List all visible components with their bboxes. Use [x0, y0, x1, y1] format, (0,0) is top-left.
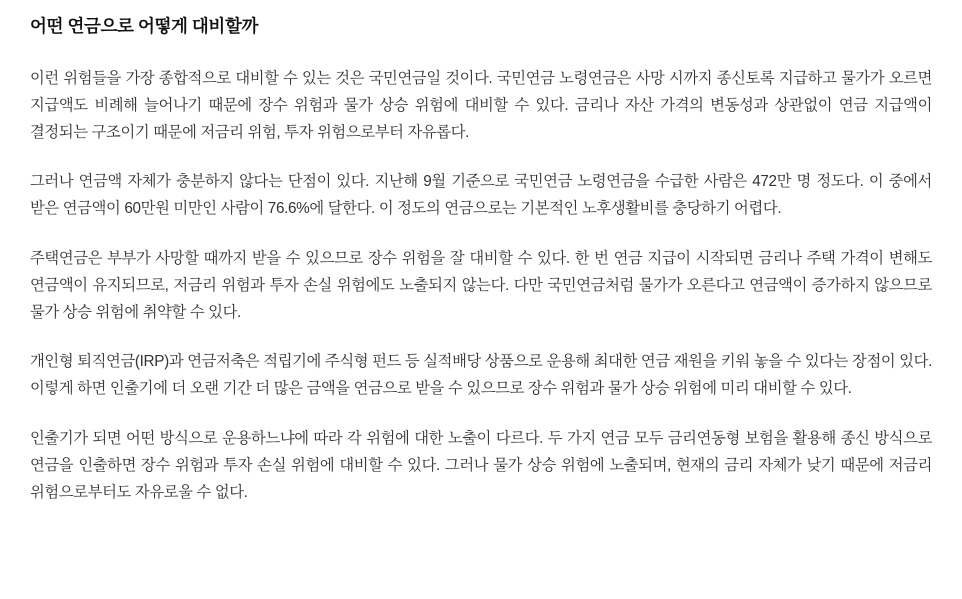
article-paragraph: 이런 위험들을 가장 종합적으로 대비할 수 있는 것은 국민연금일 것이다. 국민연금 노령연금은 사망 시까지 종신토록 지급하고 물가가 오르면 지급액도 비례해 늘어나기 때문에 장수 위험과 물가 상승 위험에 대비할 수 있다. 금리나 자산 가격의 변동성과 상관없이 연금 지급액이 결정되는 구조이기 때문에 저금리 위험, 투자 위험으로부터 자유롭다.: [30, 69, 932, 141]
page-title: 어떤 연금으로 어떻게 대비할까: [30, 16, 258, 36]
article-paragraph: 그러나 연금액 자체가 충분하지 않다는 단점이 있다. 지난해 9월 기준으로 국민연금 노령연금을 수급한 사람은 472만 명 정도다. 이 중에서 받은 연금액이 60만원 미만인 사람이 76.6%에 달한다. 이 정도의 연금으로는 기본적인 노후생활비를 충당하기 어렵다.: [30, 173, 932, 218]
article-body: [30, 65, 932, 507]
article-paragraph: 개인형 퇴직연금(IRP)과 연금저축은 적립기에 주식형 펀드 등 실적배당 상품으로 운용해 최대한 연금 재원을 키워 놓을 수 있다는 장점이 있다. 이렇게 하면 인출기에 더 오랜 기간 더 많은 금액을 연금으로 받을 수 있으므로 장수 위험과 물가 상승 위험에 미리 대비할 수 있다.: [30, 353, 932, 398]
article-paragraph: 인출기가 되면 어떤 방식으로 운용하느냐에 따라 각 위험에 대한 노출이 다르다. 두 가지 연금 모두 금리연동형 보험을 활용해 종신 방식으로 연금을 인출하면 장수 위험과 투자 손실 위험에 대비할 수 있다. 그러나 물가 상승 위험에 노출되며, 현재의 금리 자체가 낮기 때문에 저금리 위험으로부터도 자유로울 수 없다.: [30, 429, 932, 502]
article-paragraph: 주택연금은 부부가 사망할 때까지 받을 수 있으므로 장수 위험을 잘 대비할 수 있다. 한 번 연금 지급이 시작되면 금리나 주택 가격이 변해도 연금액이 유지되므로, 저금리 위험과 투자 손실 위험에도 노출되지 않는다. 다만 국민연금처럼 물가가 오른다고 연금액이 증가하지 않으므로 물가 상승 위험에 취약할 수 있다.: [30, 249, 932, 322]
